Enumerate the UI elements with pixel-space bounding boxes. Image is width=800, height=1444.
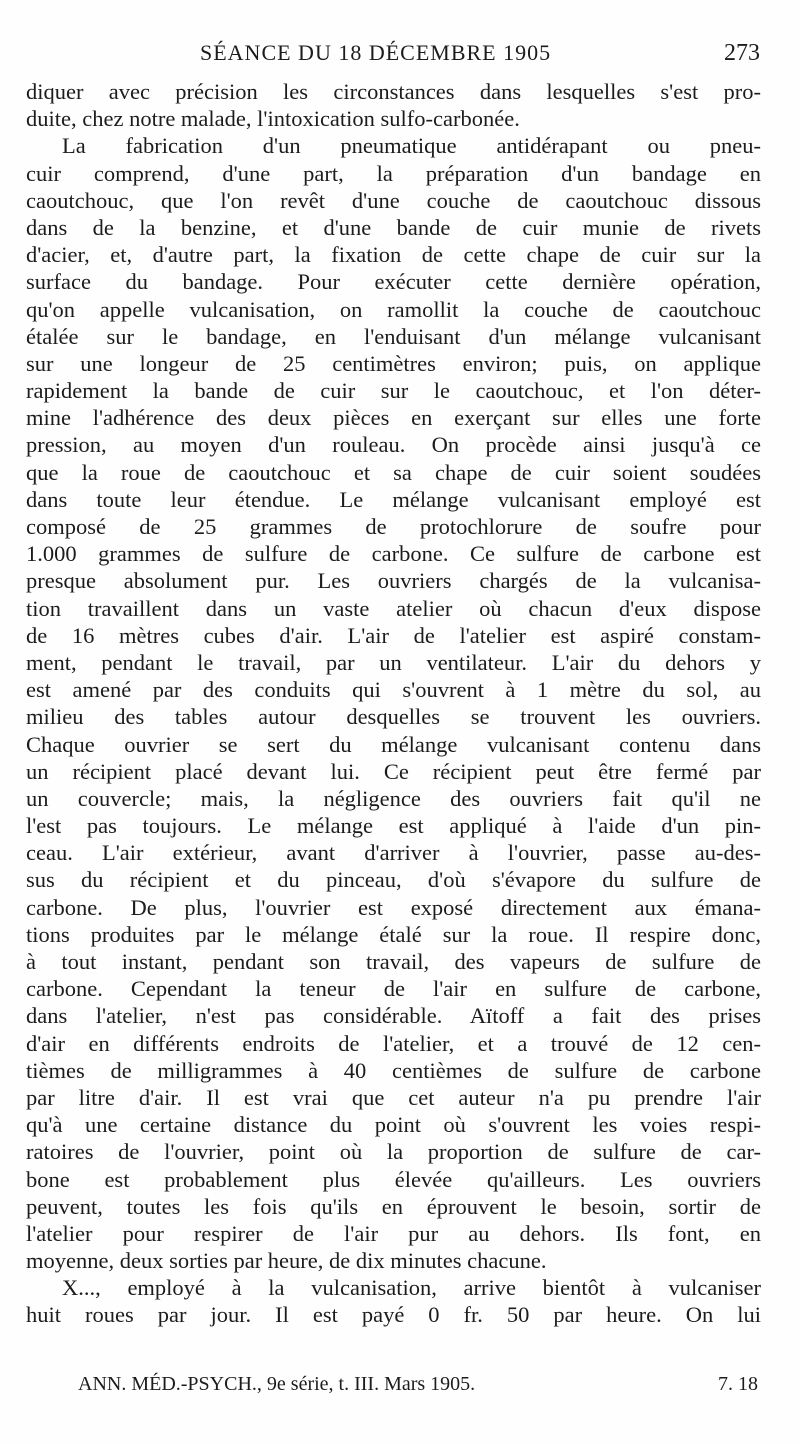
text-line: carbone. De plus, l'ouvrier est exposé directement aux émana- <box>26 894 761 920</box>
text-line: à tout instant, pendant son travail, des vapeurs de sulfure de <box>26 949 761 974</box>
text-line: un couvercle; mais, la négligence des ouvriers fait qu'il ne <box>26 785 761 811</box>
journal-citation: ANN. MÉD.-PSYCH., 9e série, t. III. Mars 1905. <box>78 1373 476 1395</box>
text-line: l'est pas toujours. Le mélange est appliqué à l'aide d'un pin- <box>26 813 761 839</box>
printer-signature-mark: 7. 18 <box>718 1373 758 1395</box>
page-header <box>60 40 760 76</box>
text-line: Chaque ouvrier se sert du mélange vulcanisant contenu dans <box>26 731 761 757</box>
text-line: surface du bandage. Pour exécuter cette dernière opération, <box>26 269 761 295</box>
text-line: ceau. L'air extérieur, avant d'arriver à l'ouvrier, passe au-des- <box>26 840 761 866</box>
text-line: caoutchouc, que l'on revêt d'une couche de caoutchouc dissous <box>26 187 761 213</box>
text-line: carbone. Cependant la teneur de l'air en sulfure de carbone, <box>26 976 761 1002</box>
text-line: étalée sur le bandage, en l'enduisant d'un mélange vulcanisant <box>26 323 761 349</box>
page-number: 273 <box>724 40 760 66</box>
text-line: moyenne, deux sorties par heure, de dix minutes chacune. <box>26 1248 547 1274</box>
text-line: composé de 25 grammes de protochlorure de soufre pour <box>26 514 761 539</box>
text-line: rapidement la bande de cuir sur le caoutchouc, et l'on déter- <box>26 378 761 404</box>
text-line: cuir comprend, d'une part, la préparation d'un bandage en <box>26 160 761 186</box>
text-line: dans de la benzine, et d'une bande de cuir munie de rivets <box>26 214 761 240</box>
text-line: peuvent, toutes les fois qu'ils en éprouvent le besoin, sortir de <box>26 1193 761 1219</box>
running-title: SÉANCE DU 18 DÉCEMBRE 1905 <box>200 40 552 65</box>
text-line: 1.000 grammes de sulfure de carbone. Ce sulfure de carbone est <box>26 541 761 567</box>
text-line: tions produites par le mélange étalé sur la roue. Il respire donc, <box>26 921 761 947</box>
text-line: de 16 mètres cubes d'air. L'air de l'atelier est aspiré constam- <box>26 622 761 648</box>
text-line: ment, pendant le travail, par un ventilateur. L'air du dehors y <box>26 649 761 675</box>
text-line: d'air en différents endroits de l'atelier, et a trouvé de 12 cen- <box>26 1030 761 1056</box>
text-line: qu'on appelle vulcanisation, on ramollit la couche de caoutchouc <box>26 296 761 322</box>
text-line: bone est probablement plus élevée qu'ailleurs. Les ouvriers <box>26 1166 761 1192</box>
text-line: d'acier, et, d'autre part, la fixation de cette chape de cuir sur la <box>26 242 761 268</box>
text-line: milieu des tables autour desquelles se trouvent les ouvriers. <box>26 704 761 730</box>
text-line: sur une longeur de 25 centimètres environ; puis, on applique <box>26 350 761 376</box>
paragraph-start-line: La fabrication d'un pneumatique antidérapant ou pneu- <box>62 133 761 159</box>
text-line: l'atelier pour respirer de l'air pur au dehors. Ils font, en <box>26 1220 761 1246</box>
text-line: dans toute leur étendue. Le mélange vulcanisant employé est <box>26 486 761 512</box>
text-line: mine l'adhérence des deux pièces en exerçant sur elles une forte <box>26 405 761 431</box>
text-line: que la roue de caoutchouc et sa chape de cuir soient soudées <box>26 459 761 485</box>
text-line: est amené par des conduits qui s'ouvrent à 1 mètre du sol, au <box>26 677 761 703</box>
text-line: dans l'atelier, n'est pas considérable. Aïtoff a fait des prises <box>26 1003 761 1029</box>
text-line: qu'à une certaine distance du point où s'ouvrent les voies respi- <box>26 1112 761 1138</box>
text-line: huit roues par jour. Il est payé 0 fr. 50 par heure. On lui <box>26 1302 761 1328</box>
text-line: un récipient placé devant lui. Ce récipient peut être fermé par <box>26 758 761 784</box>
paragraph-start-line: X..., employé à la vulcanisation, arrive bientôt à vulcaniser <box>62 1275 761 1301</box>
text-line: sus du récipient et du pinceau, d'où s'évapore du sulfure de <box>26 867 761 893</box>
text-line: par litre d'air. Il est vrai que cet auteur n'a pu prendre l'air <box>26 1084 761 1110</box>
text-line: tièmes de milligrammes à 40 centièmes de sulfure de carbone <box>26 1057 761 1083</box>
text-line: ratoires de l'ouvrier, point où la proportion de sulfure de car- <box>26 1139 761 1165</box>
page-footer <box>78 1373 758 1405</box>
text-line: pression, au moyen d'un rouleau. On procède ainsi jusqu'à ce <box>26 432 761 458</box>
text-line: diquer avec précision les circonstances dans lesquelles s'est pro- <box>26 79 761 104</box>
text-line: presque absolument pur. Les ouvriers chargés de la vulcanisa- <box>26 568 761 594</box>
text-line: duite, chez notre malade, l'intoxication sulfo-carbonée. <box>26 106 520 132</box>
text-line: tion travaillent dans un vaste atelier où chacun d'eux dispose <box>26 595 761 621</box>
body-text <box>26 78 761 1329</box>
